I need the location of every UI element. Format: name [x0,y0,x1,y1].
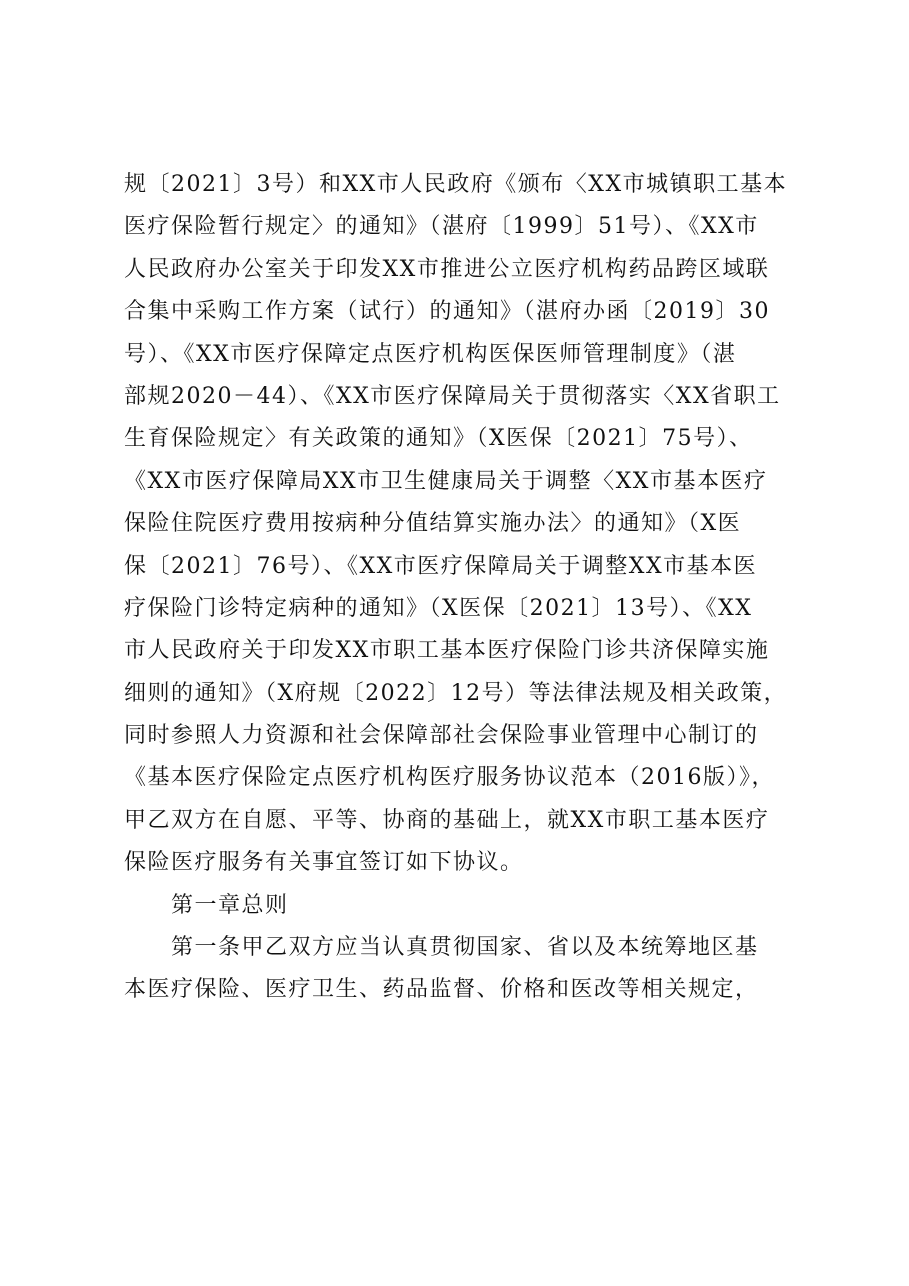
paragraph-line: 保险住院医疗费用按病种分值结算实施办法〉的通知》（X医 [124,511,742,537]
paragraph-line: 规〔2021〕3号）和XX市人民政府《颁布〈XX市城镇职工基本 [124,172,788,197]
paragraph-line: 合集中采购工作方案（试行）的通知》（湛府办函〔2019〕30 [124,299,770,325]
article-line: 第一条甲乙双方应当认真贯彻国家、省以及本统筹地区基 [171,935,759,961]
paragraph-line: 同时参照人力资源和社会保障部社会保险事业管理中心制订的 [124,723,759,749]
paragraph-line: 《基本医疗保险定点医疗机构医疗服务协议范本（2016版）》， [124,765,775,791]
paragraph-line: 《XX市医疗保障局XX市卫生健康局关于调整〈XX市基本医疗 [124,468,768,494]
article-line: 本医疗保险、医疗卫生、药品监督、价格和医改等相关规定， [124,977,759,1003]
paragraph-line: 保险医疗服务有关事宜签订如下协议。 [124,850,524,876]
paragraph-line: 甲乙双方在自愿、平等、协商的基础上，就XX市职工基本医疗 [124,807,770,833]
paragraph-line: 市人民政府关于印发XX市职工基本医疗保险门诊共济保障实施 [124,638,770,664]
document-body [124,164,804,1012]
paragraph-line: 医疗保险暂行规定〉的通知》（湛府〔1999〕51号）、《XX市 [124,214,759,240]
paragraph-line: 疗保险门诊特定病种的通知》（X医保〔2021〕13号）、《XX [124,595,753,621]
paragraph-line: 细则的通知》（X府规〔2022〕12号）等法律法规及相关政策， [124,680,788,706]
paragraph-line: 号）、《XX市医疗保障定点医疗机构医保医师管理制度》（湛 [124,341,737,367]
chapter-heading: 第一章总则 [171,892,289,918]
paragraph-line: 生育保险规定〉有关政策的通知》（X医保〔2021〕75号）、 [124,426,753,452]
paragraph-line: 人民政府办公室关于印发XX市推进公立医疗机构药品跨区域联 [124,256,770,282]
paragraph-line: 部规2020－44）、《XX市医疗保障局关于贯彻落实〈XX省职工 [124,383,781,409]
paragraph-line: 保〔2021〕76号）、《XX市医疗保障局关于调整XX市基本医 [124,553,758,579]
